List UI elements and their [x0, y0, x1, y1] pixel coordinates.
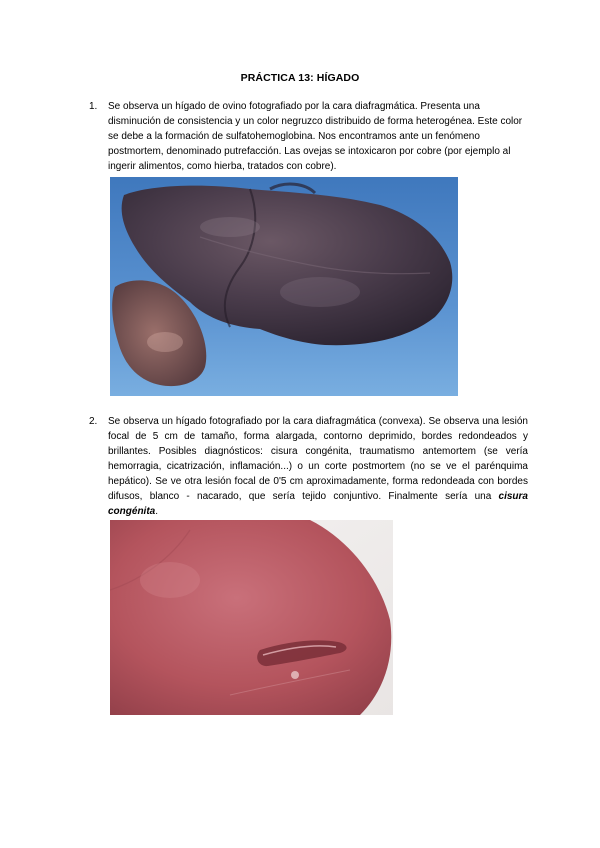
list-item-number: 1. [89, 101, 98, 112]
list-item-text: Se observa un hígado fotografiado por la cara diafragmática (convexa). Se observa una lesión focal de 5 cm de tamaño, forma alargada, contorno deprimido, bordes redondeados y brillantes. Posibles diagnósticos: cisura congénita, traumatismo antemortem (se vería hemorragia, cicatrización, inflamación...) o un corte postmortem (no se ve el parénquima hepático). Se ve otra lesión focal de 0'5 cm aproximadamente, forma redondeada con bordes difusos, blanco - nacarado, que sería tejido conjuntivo. Finalmente sería una [108, 416, 528, 502]
diagnosis-emphasis: cisura congénita [108, 491, 528, 517]
list-item-1 [89, 99, 529, 179]
sheep-liver-image [110, 177, 458, 396]
list-item-ending: . [155, 506, 159, 517]
list-item-number: 2. [89, 416, 98, 427]
page-title: PRÁCTICA 13: HÍGADO [240, 72, 360, 84]
list-item-text-wrapper [108, 414, 528, 519]
list-item-2 [89, 414, 529, 519]
liver-fissure-image [110, 520, 393, 715]
liver-fissure-photo [110, 520, 393, 715]
list-item-text: Se observa un hígado de ovino fotografiado por la cara diafragmática. Presenta una disminución de consistencia y un color negruzco distribuido de forma heterogénea. Este color se debe a la formación de sulfatohemoglobina. Nos encontramos ante un fenómeno postmortem, denominado putrefacción. Las ovejas se intoxicaron por cobre (por ejemplo al ingerir alimentos, como hierba, tratados con cobre). [108, 101, 523, 172]
sheep-liver-photo [110, 177, 458, 396]
